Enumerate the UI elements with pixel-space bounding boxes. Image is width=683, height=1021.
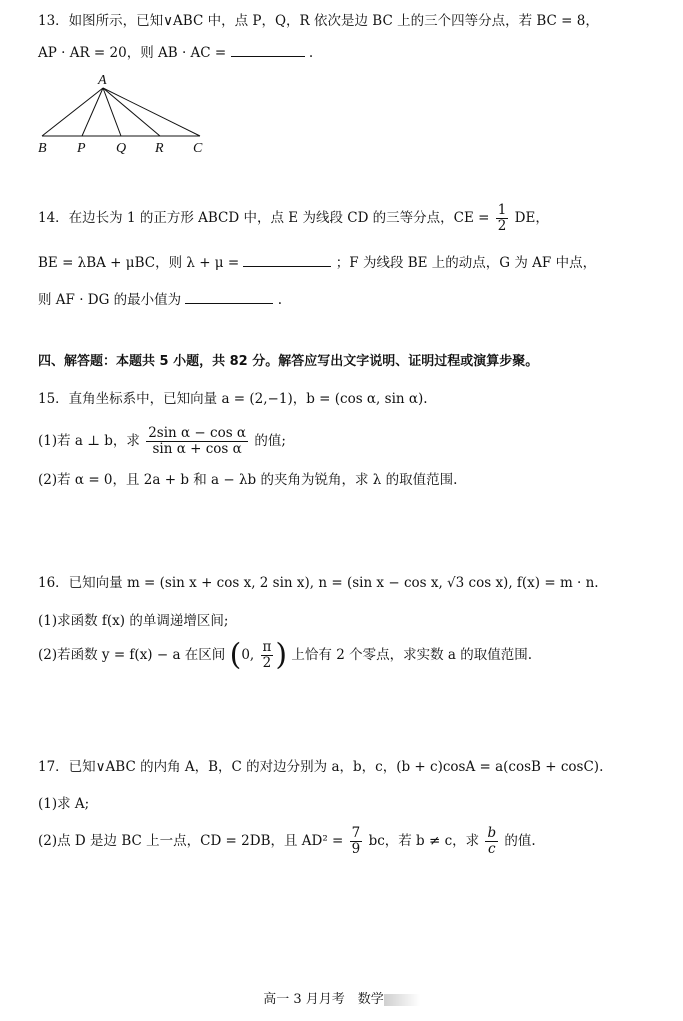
label-q: Q — [116, 141, 127, 156]
q15-frac-num: 2sin α − cos α — [148, 425, 247, 441]
q15-part2: (2)若 α = 0，且 2a + b 和 a − λb 的夹角为锐角，求 λ 的取值范围. — [38, 472, 458, 488]
q14-line3-end: . — [277, 292, 283, 308]
q13-line1: 13．如图所示，已知∨ABC 中，点 P，Q，R 依次是边 BC 上的三个四等分点，若 BC = 8， — [38, 13, 599, 29]
q15-line1: 15．直角坐标系中，已知向量 a = (2,−1)，b = (cos α, sin α). — [38, 391, 428, 407]
q14-frac-num: 1 — [497, 202, 507, 218]
q14-line2 — [38, 254, 596, 272]
q13-line2 — [38, 44, 313, 62]
q14-answer-blank-1[interactable] — [243, 254, 331, 267]
q17-frac2-den: c — [488, 841, 496, 857]
q15-fraction — [146, 426, 248, 457]
page-footer — [0, 988, 683, 1007]
q17-fraction-2 — [485, 826, 498, 857]
q17-part1: (1)求 A; — [38, 796, 90, 812]
q15-part1-text: (1)若 a ⊥ b，求 — [38, 433, 140, 449]
q14-frac-den: 2 — [497, 218, 507, 234]
segment-ap — [82, 88, 103, 136]
q16-interval-left: 0, — [241, 647, 255, 663]
q16-fraction — [261, 640, 274, 671]
triangle-figure — [30, 70, 215, 160]
left-paren: ( — [229, 637, 242, 673]
footer-fade — [384, 994, 420, 1006]
q15-part1-end: 的值; — [254, 433, 286, 449]
q16-part2 — [38, 637, 532, 673]
q15-frac-den: sin α + cos α — [152, 441, 242, 457]
label-b: B — [38, 141, 47, 156]
q13-line2-end: . — [308, 45, 314, 61]
q16-line1: 16．已知向量 m = (sin x + cos x, 2 sin x), n = (sin x − cos x, √3 cos x), f(x) = m · n. — [38, 575, 599, 591]
q13-line2-text: AP · AR = 20，则 AB · AC = — [38, 45, 227, 61]
q17-frac2-num: b — [487, 825, 497, 841]
q17-part2-text: (2)点 D 是边 BC 上一点，CD = 2DB，且 AD² = — [38, 833, 344, 849]
q14-line3 — [38, 291, 282, 309]
q13-answer-blank[interactable] — [231, 44, 305, 57]
right-paren: ) — [275, 637, 288, 673]
q14-line1 — [38, 203, 549, 234]
q16-frac-den: 2 — [262, 655, 272, 671]
q14-line1-text: 14．在边长为 1 的正方形 ABCD 中，点 E 为线段 CD 的三等分点，CE = — [38, 210, 490, 226]
q17-frac1-num: 7 — [351, 825, 361, 841]
label-a: A — [98, 73, 107, 88]
section-heading: 四、解答题：本题共 5 小题，共 82 分。解答应写出文字说明、证明过程或演算步聚。 — [38, 354, 539, 369]
q16-part2-text: (2)若函数 y = f(x) − a 在区间 — [38, 647, 226, 663]
label-p: P — [77, 141, 86, 156]
q14-answer-blank-2[interactable] — [185, 291, 273, 304]
q14-line1-end: DE， — [514, 210, 549, 226]
q16-part2-end: 上恰有 2 个零点，求实数 a 的取值范围. — [291, 647, 532, 663]
footer-text: 高一 3 月月考 数学 — [263, 992, 384, 1007]
q17-part2-end: 的值. — [504, 833, 536, 849]
q14-line2-end: ；F 为线段 BE 上的动点，G 为 AF 中点， — [335, 255, 597, 271]
q15-part1 — [38, 426, 286, 457]
q17-line1: 17．已知∨ABC 的内角 A，B，C 的对边分别为 a，b，c，(b + c)cosA = a(cosB + cosC). — [38, 759, 604, 775]
q17-part2-mid: bc，若 b ≠ c，求 — [368, 833, 480, 849]
q16-frac-num: π — [262, 639, 272, 655]
q17-part2 — [38, 826, 536, 857]
q14-line2-text: BE = λBA + μBC，则 λ + μ = — [38, 255, 240, 271]
segment-ab — [42, 88, 103, 136]
q17-fraction-1 — [350, 826, 363, 857]
q14-fraction — [496, 203, 509, 234]
label-r: R — [155, 141, 164, 156]
q17-frac1-den: 9 — [351, 841, 361, 857]
q16-part1: (1)求函数 f(x) 的单调递增区间; — [38, 613, 229, 629]
label-c: C — [193, 141, 203, 156]
q14-line3-text: 则 AF · DG 的最小值为 — [38, 292, 182, 308]
